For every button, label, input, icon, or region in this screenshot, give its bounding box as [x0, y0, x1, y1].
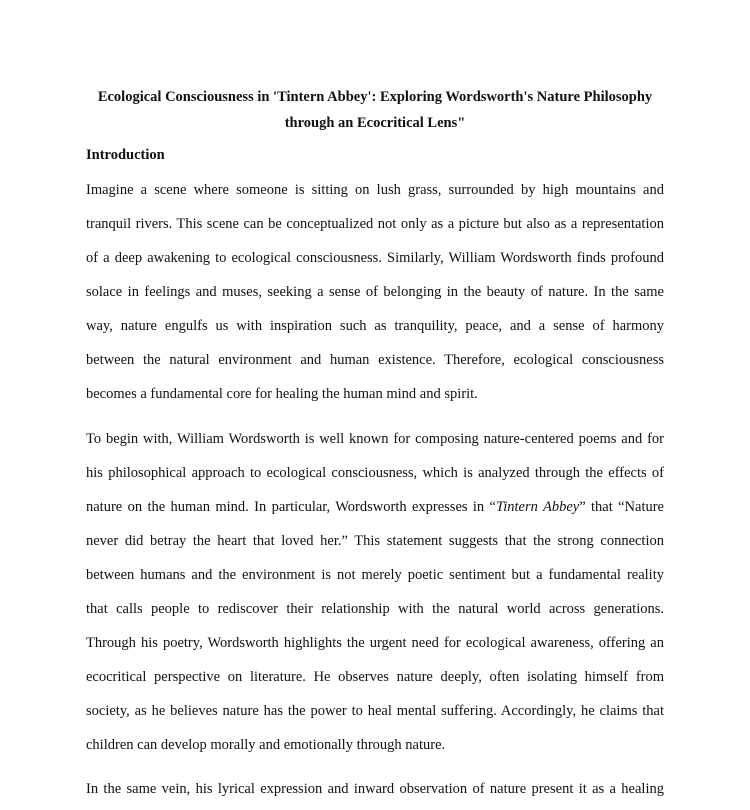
- title-line-1: Ecological Consciousness in 'Tintern Abbey': Exploring Wordsworth's Nature Philosophy: [97, 89, 653, 105]
- paragraph-2-line: that calls people to rediscover their relationship with the natural world across generations.: [86, 601, 664, 617]
- paragraph-2-line3-before: nature on the human mind. In particular, Wordsworth expresses in “: [86, 499, 496, 515]
- paragraph-2-line: children can develop morally and emotionally through nature.: [86, 737, 446, 753]
- paragraph-2-line: [86, 490, 664, 524]
- paragraph-2-line: between humans and the environment is not merely poetic sentiment but a fundamental reality: [86, 567, 664, 583]
- paragraph-2-line: To begin with, William Wordsworth is well known for composing nature-centered poems and for: [86, 431, 664, 447]
- document-title: [80, 84, 670, 136]
- paragraph-2-line: ecocritical perspective on literature. He observes nature deeply, often isolating himself from: [86, 669, 664, 685]
- section-heading-introduction: Introduction: [86, 147, 165, 163]
- title-line-2: through an Ecocritical Lens": [284, 115, 466, 131]
- paragraph-1-line: tranquil rivers. This scene can be conceptualized not only as a picture but also as a representation: [86, 216, 664, 232]
- paragraph-1-line: solace in feelings and muses, seeking a sense of belonging in the beauty of nature. In the same: [86, 284, 664, 300]
- paragraph-2-line: never did betray the heart that loved her.” This statement suggests that the strong connection: [86, 533, 664, 549]
- paragraph-3: [86, 772, 664, 806]
- paragraph-1: [86, 173, 664, 411]
- paragraph-2-line3-after: ” that “Nature: [579, 499, 664, 515]
- tintern-abbey-italic: Tintern Abbey: [495, 499, 580, 515]
- paragraph-2-line: his philosophical approach to ecological consciousness, which is analyzed through the effects of: [86, 465, 664, 481]
- paragraph-2-line: society, as he believes nature has the power to heal mental suffering. Accordingly, he claims that: [86, 703, 664, 719]
- paragraph-2-line: Through his poetry, Wordsworth highlights the urgent need for ecological awareness, offering an: [86, 635, 664, 651]
- paragraph-2: [86, 422, 664, 762]
- paragraph-1-line: way, nature engulfs us with inspiration such as tranquility, peace, and a sense of harmony: [86, 318, 664, 334]
- paragraph-3-line: In the same vein, his lyrical expression and inward observation of nature present it as a healing: [86, 781, 664, 797]
- paragraph-1-line: of a deep awakening to ecological consciousness. Similarly, William Wordsworth finds profound: [86, 250, 664, 266]
- paragraph-1-line: between the natural environment and human existence. Therefore, ecological consciousness: [86, 352, 664, 368]
- paragraph-1-line: Imagine a scene where someone is sitting on lush grass, surrounded by high mountains and: [86, 182, 664, 198]
- paragraph-1-line: becomes a fundamental core for healing the human mind and spirit.: [86, 386, 478, 402]
